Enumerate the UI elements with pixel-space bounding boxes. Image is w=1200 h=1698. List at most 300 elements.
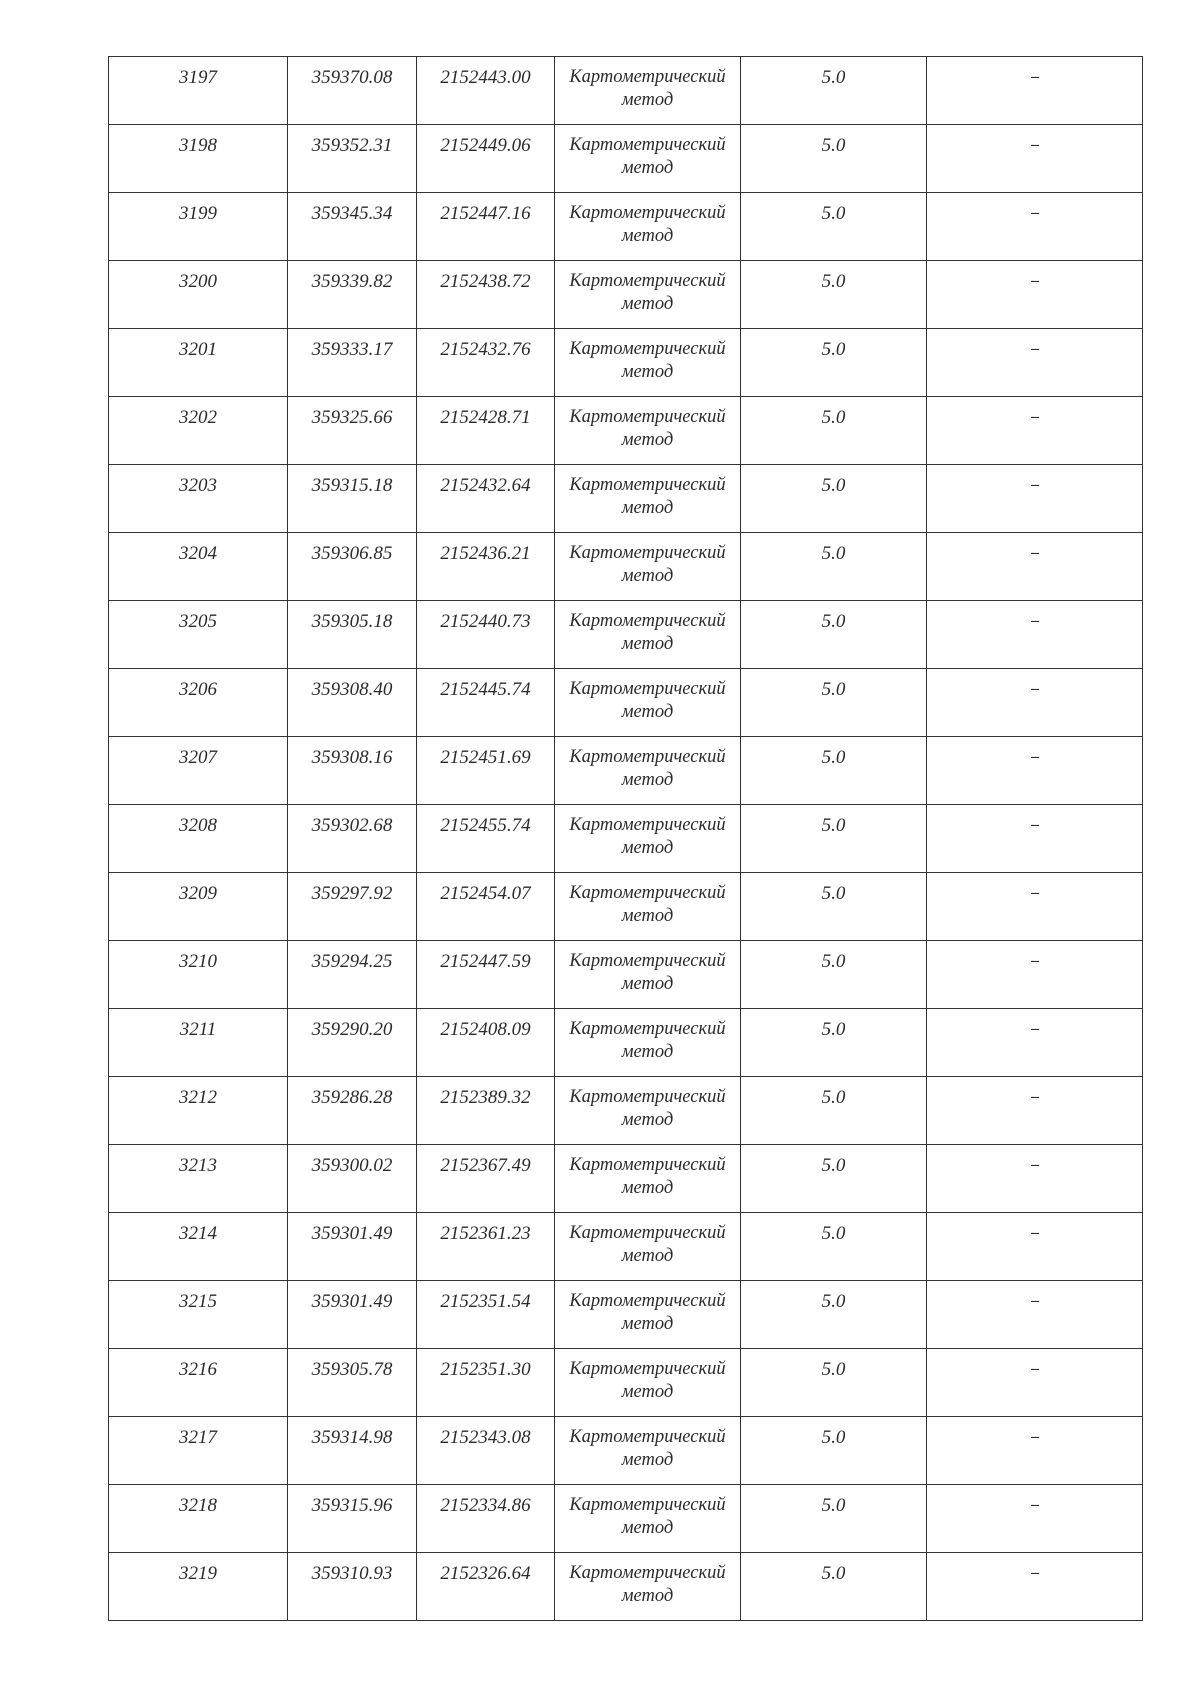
x-coordinate: 359290.20: [311, 1019, 393, 1040]
y-coordinate-cell: [417, 669, 555, 737]
y-coordinate-cell: [417, 57, 555, 125]
precision-value: 5.0: [821, 1155, 846, 1176]
method-cell: [555, 1009, 741, 1077]
y-coordinate: 2152389.32: [440, 1087, 531, 1108]
description-cell: [927, 941, 1143, 1009]
precision-value: 5.0: [821, 883, 846, 904]
precision-cell: [741, 805, 927, 873]
y-coordinate: 2152351.54: [440, 1291, 531, 1312]
table-row: [109, 261, 1143, 329]
point-number: 3198: [179, 135, 217, 156]
description-value: --: [1030, 137, 1039, 153]
description-value: --: [1030, 953, 1039, 969]
description-cell: [927, 1213, 1143, 1281]
method-line-1: Картометрический: [569, 1087, 726, 1107]
description-value: --: [1030, 69, 1039, 85]
description-cell: [927, 1417, 1143, 1485]
method-line-1: Картометрический: [569, 1291, 726, 1311]
y-coordinate-cell: [417, 261, 555, 329]
table-row: [109, 1077, 1143, 1145]
x-coordinate-cell: [288, 193, 417, 261]
table-row: [109, 601, 1143, 669]
table-row: [109, 397, 1143, 465]
method-cell: [555, 1553, 741, 1621]
method-line-1: Картометрический: [569, 1427, 726, 1447]
method-line-2: метод: [621, 158, 674, 178]
method-line-1: Картометрический: [569, 67, 726, 87]
y-coordinate-cell: [417, 1417, 555, 1485]
method-text: [555, 1553, 740, 1608]
precision-value: 5.0: [821, 747, 846, 768]
x-coordinate: 359308.40: [311, 679, 393, 700]
method-line-1: Картометрический: [569, 1019, 726, 1039]
method-text: [555, 805, 740, 860]
y-coordinate: 2152445.74: [440, 679, 531, 700]
method-line-2: метод: [621, 702, 674, 722]
point-number-cell: [109, 1077, 288, 1145]
method-cell: [555, 1349, 741, 1417]
method-line-2: метод: [621, 1110, 674, 1130]
method-line-1: Картометрический: [569, 679, 726, 699]
x-coordinate: 359294.25: [311, 951, 393, 972]
method-cell: [555, 737, 741, 805]
method-cell: [555, 601, 741, 669]
point-number-cell: [109, 465, 288, 533]
table-row: [109, 805, 1143, 873]
table-row: [109, 125, 1143, 193]
method-cell: [555, 57, 741, 125]
method-text: [555, 261, 740, 316]
x-coordinate-cell: [288, 941, 417, 1009]
y-coordinate-cell: [417, 941, 555, 1009]
table-row: [109, 1145, 1143, 1213]
method-line-2: метод: [621, 1382, 674, 1402]
description-cell: [927, 193, 1143, 261]
method-line-2: метод: [621, 838, 674, 858]
method-line-1: Картометрический: [569, 747, 726, 767]
y-coordinate: 2152428.71: [440, 407, 531, 428]
precision-cell: [741, 193, 927, 261]
method-text: [555, 57, 740, 112]
description-cell: [927, 397, 1143, 465]
precision-cell: [741, 1553, 927, 1621]
method-cell: [555, 329, 741, 397]
x-coordinate: 359306.85: [311, 543, 393, 564]
description-value: --: [1030, 885, 1039, 901]
table-row: [109, 1213, 1143, 1281]
point-number: 3211: [179, 1019, 217, 1040]
method-line-2: метод: [621, 1450, 674, 1470]
precision-cell: [741, 941, 927, 1009]
precision-value: 5.0: [821, 679, 846, 700]
description-value: --: [1030, 1565, 1039, 1581]
method-cell: [555, 533, 741, 601]
y-coordinate-cell: [417, 805, 555, 873]
precision-value: 5.0: [821, 815, 846, 836]
description-cell: [927, 737, 1143, 805]
y-coordinate: 2152454.07: [440, 883, 531, 904]
y-coordinate-cell: [417, 1349, 555, 1417]
x-coordinate-cell: [288, 1349, 417, 1417]
x-coordinate-cell: [288, 805, 417, 873]
x-coordinate: 359305.18: [311, 611, 393, 632]
precision-value: 5.0: [821, 407, 846, 428]
description-value: --: [1030, 1089, 1039, 1105]
x-coordinate: 359286.28: [311, 1087, 393, 1108]
x-coordinate-cell: [288, 873, 417, 941]
precision-cell: [741, 1485, 927, 1553]
method-text: [555, 873, 740, 928]
precision-cell: [741, 465, 927, 533]
point-number-cell: [109, 1553, 288, 1621]
y-coordinate-cell: [417, 1281, 555, 1349]
point-number: 3201: [179, 339, 217, 360]
x-coordinate-cell: [288, 1281, 417, 1349]
table-row: [109, 941, 1143, 1009]
method-text: [555, 465, 740, 520]
method-cell: [555, 805, 741, 873]
y-coordinate-cell: [417, 465, 555, 533]
y-coordinate-cell: [417, 1077, 555, 1145]
precision-cell: [741, 397, 927, 465]
table-row: [109, 873, 1143, 941]
method-line-2: метод: [621, 430, 674, 450]
point-number: 3218: [179, 1495, 217, 1516]
method-line-1: Картометрический: [569, 815, 726, 835]
method-line-2: метод: [621, 566, 674, 586]
point-number-cell: [109, 737, 288, 805]
precision-value: 5.0: [821, 1087, 846, 1108]
method-line-1: Картометрический: [569, 611, 726, 631]
description-cell: [927, 669, 1143, 737]
description-cell: [927, 57, 1143, 125]
y-coordinate-cell: [417, 125, 555, 193]
x-coordinate: 359302.68: [311, 815, 393, 836]
x-coordinate: 359315.18: [311, 475, 393, 496]
description-cell: [927, 329, 1143, 397]
coordinates-table-body: [109, 57, 1143, 1621]
method-line-1: Картометрический: [569, 883, 726, 903]
precision-cell: [741, 329, 927, 397]
point-number: 3208: [179, 815, 217, 836]
precision-cell: [741, 1077, 927, 1145]
x-coordinate-cell: [288, 261, 417, 329]
y-coordinate-cell: [417, 873, 555, 941]
precision-cell: [741, 601, 927, 669]
table-row: [109, 737, 1143, 805]
point-number-cell: [109, 1009, 288, 1077]
method-line-2: метод: [621, 770, 674, 790]
method-text: [555, 1077, 740, 1132]
table-row: [109, 1485, 1143, 1553]
method-cell: [555, 669, 741, 737]
precision-cell: [741, 1009, 927, 1077]
description-cell: [927, 465, 1143, 533]
precision-value: 5.0: [821, 1019, 846, 1040]
precision-value: 5.0: [821, 1495, 846, 1516]
method-line-1: Картометрический: [569, 1359, 726, 1379]
method-line-1: Картометрический: [569, 543, 726, 563]
method-line-1: Картометрический: [569, 203, 726, 223]
coordinates-table: [108, 56, 1143, 1621]
description-cell: [927, 1553, 1143, 1621]
x-coordinate-cell: [288, 125, 417, 193]
x-coordinate: 359301.49: [311, 1223, 393, 1244]
description-value: --: [1030, 1429, 1039, 1445]
y-coordinate: 2152361.23: [440, 1223, 531, 1244]
method-line-1: Картометрический: [569, 475, 726, 495]
precision-value: 5.0: [821, 1427, 846, 1448]
description-value: --: [1030, 477, 1039, 493]
table-row: [109, 193, 1143, 261]
method-line-2: метод: [621, 906, 674, 926]
point-number: 3212: [179, 1087, 217, 1108]
point-number: 3203: [179, 475, 217, 496]
point-number: 3204: [179, 543, 217, 564]
method-line-1: Картометрический: [569, 1495, 726, 1515]
point-number-cell: [109, 1145, 288, 1213]
x-coordinate-cell: [288, 465, 417, 533]
method-line-1: Картометрический: [569, 271, 726, 291]
precision-value: 5.0: [821, 543, 846, 564]
method-line-2: метод: [621, 498, 674, 518]
point-number: 3209: [179, 883, 217, 904]
description-value: --: [1030, 1021, 1039, 1037]
description-value: --: [1030, 613, 1039, 629]
y-coordinate-cell: [417, 1213, 555, 1281]
method-line-1: Картометрический: [569, 339, 726, 359]
x-coordinate: 359370.08: [311, 67, 393, 88]
x-coordinate-cell: [288, 1009, 417, 1077]
description-cell: [927, 533, 1143, 601]
point-number-cell: [109, 669, 288, 737]
precision-cell: [741, 873, 927, 941]
point-number-cell: [109, 601, 288, 669]
precision-cell: [741, 1213, 927, 1281]
y-coordinate: 2152451.69: [440, 747, 531, 768]
method-line-1: Картометрический: [569, 1223, 726, 1243]
method-cell: [555, 193, 741, 261]
x-coordinate-cell: [288, 601, 417, 669]
point-number: 3215: [179, 1291, 217, 1312]
x-coordinate: 359297.92: [311, 883, 393, 904]
x-coordinate-cell: [288, 533, 417, 601]
precision-value: 5.0: [821, 951, 846, 972]
point-number-cell: [109, 1213, 288, 1281]
description-cell: [927, 873, 1143, 941]
description-cell: [927, 1349, 1143, 1417]
point-number: 3205: [179, 611, 217, 632]
method-cell: [555, 1213, 741, 1281]
description-value: --: [1030, 749, 1039, 765]
description-cell: [927, 601, 1143, 669]
x-coordinate-cell: [288, 1485, 417, 1553]
y-coordinate-cell: [417, 737, 555, 805]
precision-value: 5.0: [821, 475, 846, 496]
description-value: --: [1030, 1293, 1039, 1309]
method-line-2: метод: [621, 226, 674, 246]
precision-value: 5.0: [821, 271, 846, 292]
description-value: --: [1030, 1157, 1039, 1173]
method-text: [555, 601, 740, 656]
y-coordinate-cell: [417, 193, 555, 261]
precision-cell: [741, 261, 927, 329]
y-coordinate: 2152334.86: [440, 1495, 531, 1516]
method-line-1: Картометрический: [569, 1563, 726, 1583]
method-line-1: Картометрический: [569, 135, 726, 155]
y-coordinate-cell: [417, 1485, 555, 1553]
point-number: 3197: [179, 67, 217, 88]
precision-cell: [741, 57, 927, 125]
x-coordinate: 359305.78: [311, 1359, 393, 1380]
precision-cell: [741, 533, 927, 601]
point-number: 3214: [179, 1223, 217, 1244]
y-coordinate: 2152343.08: [440, 1427, 531, 1448]
method-line-2: метод: [621, 974, 674, 994]
table-row: [109, 57, 1143, 125]
method-text: [555, 329, 740, 384]
y-coordinate-cell: [417, 329, 555, 397]
precision-cell: [741, 1349, 927, 1417]
precision-value: 5.0: [821, 339, 846, 360]
method-line-1: Картометрический: [569, 1155, 726, 1175]
method-text: [555, 1145, 740, 1200]
description-value: --: [1030, 409, 1039, 425]
method-line-2: метод: [621, 1246, 674, 1266]
method-cell: [555, 1417, 741, 1485]
precision-cell: [741, 737, 927, 805]
y-coordinate-cell: [417, 1009, 555, 1077]
method-cell: [555, 125, 741, 193]
method-cell: [555, 941, 741, 1009]
point-number-cell: [109, 193, 288, 261]
description-value: --: [1030, 1225, 1039, 1241]
method-text: [555, 1213, 740, 1268]
method-cell: [555, 397, 741, 465]
y-coordinate: 2152440.73: [440, 611, 531, 632]
point-number-cell: [109, 805, 288, 873]
point-number: 3210: [179, 951, 217, 972]
point-number: 3213: [179, 1155, 217, 1176]
precision-value: 5.0: [821, 1359, 846, 1380]
x-coordinate-cell: [288, 329, 417, 397]
point-number-cell: [109, 533, 288, 601]
point-number: 3217: [179, 1427, 217, 1448]
x-coordinate-cell: [288, 397, 417, 465]
method-text: [555, 1485, 740, 1540]
description-cell: [927, 1077, 1143, 1145]
table-row: [109, 1009, 1143, 1077]
y-coordinate: 2152449.06: [440, 135, 531, 156]
x-coordinate-cell: [288, 1077, 417, 1145]
table-row: [109, 1553, 1143, 1621]
method-text: [555, 533, 740, 588]
x-coordinate: 359352.31: [311, 135, 393, 156]
description-cell: [927, 805, 1143, 873]
y-coordinate: 2152455.74: [440, 815, 531, 836]
point-number-cell: [109, 873, 288, 941]
point-number-cell: [109, 125, 288, 193]
method-line-2: метод: [621, 1586, 674, 1606]
table-row: [109, 533, 1143, 601]
point-number: 3207: [179, 747, 217, 768]
y-coordinate-cell: [417, 533, 555, 601]
y-coordinate: 2152367.49: [440, 1155, 531, 1176]
method-line-1: Картометрический: [569, 951, 726, 971]
point-number-cell: [109, 57, 288, 125]
y-coordinate: 2152443.00: [440, 67, 531, 88]
method-line-2: метод: [621, 90, 674, 110]
x-coordinate-cell: [288, 1417, 417, 1485]
method-line-2: метод: [621, 1518, 674, 1538]
method-line-2: метод: [621, 1314, 674, 1334]
x-coordinate-cell: [288, 737, 417, 805]
precision-value: 5.0: [821, 1563, 846, 1584]
point-number-cell: [109, 329, 288, 397]
method-text: [555, 669, 740, 724]
point-number: 3206: [179, 679, 217, 700]
y-coordinate: 2152432.64: [440, 475, 531, 496]
y-coordinate-cell: [417, 1145, 555, 1213]
description-cell: [927, 1485, 1143, 1553]
point-number-cell: [109, 397, 288, 465]
precision-value: 5.0: [821, 611, 846, 632]
x-coordinate: 359339.82: [311, 271, 393, 292]
method-line-1: Картометрический: [569, 407, 726, 427]
method-line-2: метод: [621, 294, 674, 314]
precision-cell: [741, 125, 927, 193]
description-value: --: [1030, 205, 1039, 221]
method-line-2: метод: [621, 634, 674, 654]
table-row: [109, 1417, 1143, 1485]
x-coordinate: 359310.93: [311, 1563, 393, 1584]
method-text: [555, 1009, 740, 1064]
method-cell: [555, 1485, 741, 1553]
table-row: [109, 1349, 1143, 1417]
y-coordinate: 2152447.16: [440, 203, 531, 224]
x-coordinate: 359301.49: [311, 1291, 393, 1312]
method-cell: [555, 261, 741, 329]
x-coordinate-cell: [288, 669, 417, 737]
method-line-2: метод: [621, 1042, 674, 1062]
method-text: [555, 941, 740, 996]
point-number-cell: [109, 1281, 288, 1349]
precision-value: 5.0: [821, 135, 846, 156]
x-coordinate-cell: [288, 1145, 417, 1213]
point-number-cell: [109, 941, 288, 1009]
point-number: 3219: [179, 1563, 217, 1584]
y-coordinate: 2152432.76: [440, 339, 531, 360]
y-coordinate: 2152436.21: [440, 543, 531, 564]
method-text: [555, 1417, 740, 1472]
x-coordinate: 359300.02: [311, 1155, 393, 1176]
point-number-cell: [109, 1417, 288, 1485]
x-coordinate: 359333.17: [311, 339, 393, 360]
x-coordinate-cell: [288, 1213, 417, 1281]
description-cell: [927, 1145, 1143, 1213]
point-number-cell: [109, 1349, 288, 1417]
precision-cell: [741, 1281, 927, 1349]
y-coordinate-cell: [417, 601, 555, 669]
point-number-cell: [109, 1485, 288, 1553]
x-coordinate: 359314.98: [311, 1427, 393, 1448]
description-value: --: [1030, 817, 1039, 833]
y-coordinate: 2152408.09: [440, 1019, 531, 1040]
method-cell: [555, 1281, 741, 1349]
method-text: [555, 125, 740, 180]
method-cell: [555, 1077, 741, 1145]
point-number-cell: [109, 261, 288, 329]
